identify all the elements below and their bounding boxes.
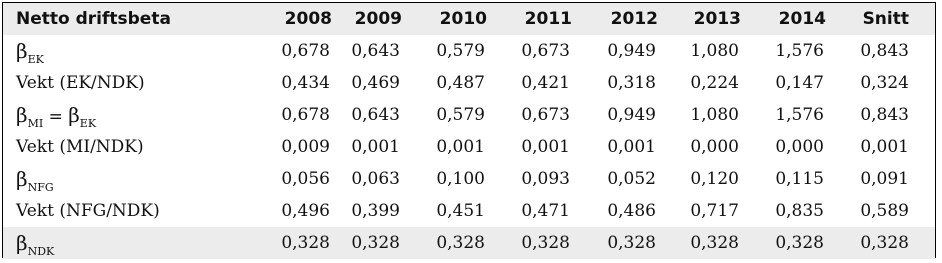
value-cell: 0,324 (860, 73, 909, 93)
value-cell: 0,091 (860, 169, 909, 189)
value-cell: 0,100 (436, 169, 485, 189)
table-row-vekt-mi (3, 131, 935, 163)
table-header-row (3, 3, 935, 35)
value-cell: 0,673 (521, 105, 570, 125)
beta-symbol: β (16, 167, 28, 191)
value-cell: 0,328 (775, 233, 824, 253)
value-cell: 0,009 (281, 137, 330, 157)
value-cell: 0,328 (607, 233, 656, 253)
value-cell: 1,080 (690, 41, 739, 61)
value-cell: 0,471 (521, 201, 570, 221)
value-cell: 0,421 (521, 73, 570, 93)
value-cell: 0,052 (607, 169, 656, 189)
table-row-vekt-ek (3, 67, 935, 99)
value-cell: 0,147 (775, 73, 824, 93)
value-cell: 0,328 (436, 233, 485, 253)
value-cell: 0,328 (860, 233, 909, 253)
value-cell: 0,328 (690, 233, 739, 253)
beta-symbol: β (16, 39, 28, 63)
beta-subscript: EK (79, 117, 97, 130)
value-cell: 0,056 (281, 169, 330, 189)
beta-subscript: NDK (27, 245, 55, 258)
table-row-beta-nfg (3, 163, 935, 195)
table-row-beta-ndk (3, 227, 935, 259)
value-cell: 0,063 (351, 169, 400, 189)
value-cell: 0,717 (690, 201, 739, 221)
value-cell: 0,949 (607, 105, 656, 125)
value-cell: 0,843 (860, 105, 909, 125)
value-cell: 0,835 (775, 201, 824, 221)
beta-symbol: β (16, 103, 28, 127)
header-title: Netto driftsbeta (16, 9, 171, 29)
value-cell: 0,434 (281, 73, 330, 93)
value-cell: 0,000 (775, 137, 824, 157)
table-row-beta-ek (3, 35, 935, 67)
value-cell: 0,579 (436, 41, 485, 61)
header-year-2012: 2012 (610, 9, 658, 29)
value-cell: 0,678 (281, 105, 330, 125)
value-cell: 0,001 (860, 137, 909, 157)
value-cell: 0,115 (775, 169, 824, 189)
value-cell: 0,643 (351, 105, 400, 125)
row-label: Vekt (MI/NDK) (16, 137, 144, 157)
header-year-2011: 2011 (524, 9, 572, 29)
value-cell: 0,328 (351, 233, 400, 253)
value-cell: 0,000 (690, 137, 739, 157)
value-cell: 0,843 (860, 41, 909, 61)
value-cell: 0,120 (690, 169, 739, 189)
value-cell: 0,399 (351, 201, 400, 221)
beta-subscript: NFG (27, 181, 54, 194)
value-cell: 1,576 (775, 105, 824, 125)
header-year-2014: 2014 (778, 9, 826, 29)
header-year-2008: 2008 (284, 9, 332, 29)
value-cell: 1,576 (775, 41, 824, 61)
table-row-vekt-nfg (3, 195, 935, 227)
netto-driftsbeta-table (2, 2, 936, 258)
value-cell: 0,673 (521, 41, 570, 61)
row-label (16, 163, 54, 195)
value-cell: 0,093 (521, 169, 570, 189)
header-year-2009: 2009 (354, 9, 402, 29)
value-cell: 0,949 (607, 41, 656, 61)
value-cell: 0,487 (436, 73, 485, 93)
header-year-2010: 2010 (439, 9, 487, 29)
value-cell: 0,328 (281, 233, 330, 253)
value-cell: 0,643 (351, 41, 400, 61)
value-cell: 0,469 (351, 73, 400, 93)
value-cell: 0,001 (521, 137, 570, 157)
row-label (16, 227, 54, 259)
value-cell: 0,001 (607, 137, 656, 157)
value-cell: 1,080 (690, 105, 739, 125)
value-cell: 0,678 (281, 41, 330, 61)
header-snitt: Snitt (862, 9, 909, 29)
value-cell: 0,496 (281, 201, 330, 221)
value-cell: 0,001 (351, 137, 400, 157)
beta-symbol: β (16, 231, 28, 255)
beta-symbol: β (68, 103, 80, 127)
row-label (16, 35, 44, 67)
value-cell: 0,451 (436, 201, 485, 221)
beta-subscript: EK (27, 53, 44, 66)
value-cell: 0,579 (436, 105, 485, 125)
value-cell: 0,486 (607, 201, 656, 221)
row-label: Vekt (EK/NDK) (16, 73, 145, 93)
value-cell: 0,001 (436, 137, 485, 157)
header-year-2013: 2013 (693, 9, 741, 29)
row-label (16, 99, 96, 131)
value-cell: 0,328 (521, 233, 570, 253)
row-label: Vekt (NFG/NDK) (16, 201, 160, 221)
value-cell: 0,589 (860, 201, 909, 221)
value-cell: 0,318 (607, 73, 656, 93)
table-row-beta-mi (3, 99, 935, 131)
value-cell: 0,224 (690, 73, 739, 93)
equals-sign: = (43, 107, 69, 127)
beta-subscript: MI (27, 117, 44, 130)
